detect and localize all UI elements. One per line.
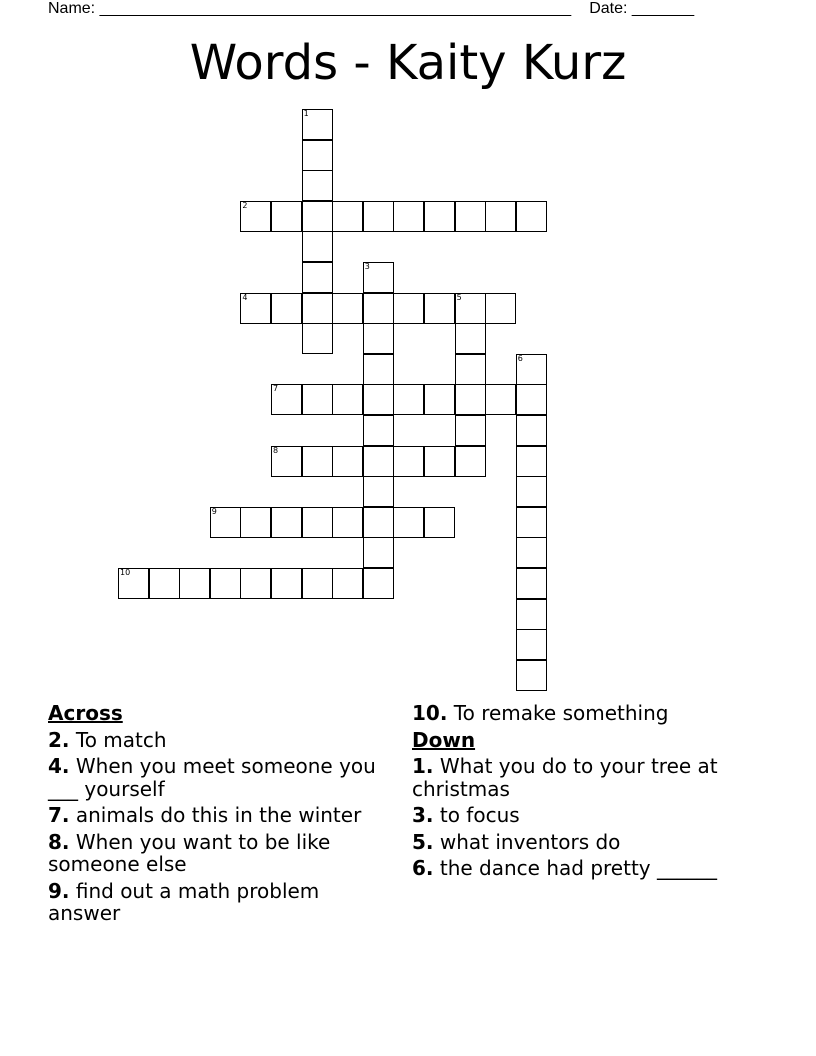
crossword-cell[interactable] [516, 476, 547, 507]
crossword-cell[interactable] [516, 537, 547, 568]
crossword-cell[interactable] [271, 507, 302, 538]
crossword-cell[interactable] [363, 384, 394, 415]
cell-number: 7 [273, 384, 279, 394]
clue-down-6: 6. the dance had pretty ______ [412, 856, 717, 880]
crossword-cell[interactable] [455, 293, 486, 324]
crossword-cell[interactable] [332, 507, 363, 538]
crossword-cell[interactable] [240, 201, 271, 232]
crossword-cell[interactable] [516, 354, 547, 385]
cell-number: 5 [456, 292, 462, 302]
crossword-cell[interactable] [271, 568, 302, 599]
crossword-cell[interactable] [455, 446, 486, 477]
clue-across-8: 8. When you want to be like someone else [48, 829, 331, 876]
crossword-cell[interactable] [332, 568, 363, 599]
crossword-cell[interactable] [363, 354, 394, 385]
crossword-cell[interactable] [363, 323, 394, 354]
crossword-cell[interactable] [363, 262, 394, 293]
clue-down-3: 3. to focus [412, 803, 520, 827]
crossword-cell[interactable] [393, 507, 424, 538]
crossword-cell[interactable] [455, 201, 486, 232]
across-heading: Across [48, 701, 123, 725]
crossword-cell[interactable] [271, 446, 302, 477]
clue-down-1: 1. What you do to your tree at christmas [412, 754, 718, 801]
crossword-cell[interactable] [455, 323, 486, 354]
crossword-cell[interactable] [516, 415, 547, 446]
cell-number: 3 [364, 262, 370, 271]
crossword-cell[interactable] [363, 446, 394, 477]
cell-number: 6 [517, 353, 523, 363]
clue-across-2: 2. To match [48, 727, 167, 752]
crossword-cell[interactable] [363, 415, 394, 446]
crossword-cell[interactable] [302, 231, 333, 262]
clue-across-4: 4. When you meet someone you ___ yourself [48, 754, 376, 801]
clues-right-column [412, 702, 762, 884]
clues-left-column [48, 702, 388, 929]
crossword-cell[interactable] [516, 384, 547, 415]
crossword-cell[interactable] [302, 109, 333, 140]
crossword-cell[interactable] [455, 354, 486, 385]
crossword-cell[interactable] [302, 201, 333, 232]
cell-number: 1 [303, 109, 309, 118]
crossword-cell[interactable] [179, 568, 210, 599]
crossword-cell[interactable] [363, 507, 394, 538]
crossword-cell[interactable] [393, 384, 424, 415]
crossword-cell[interactable] [118, 568, 149, 599]
crossword-cell[interactable] [485, 384, 516, 415]
crossword-cell[interactable] [485, 201, 516, 232]
crossword-cell[interactable] [424, 446, 455, 477]
crossword-cell[interactable] [485, 293, 516, 324]
crossword-cell[interactable] [210, 507, 241, 538]
crossword-cell[interactable] [240, 568, 271, 599]
cell-number: 8 [273, 445, 279, 455]
crossword-cell[interactable] [516, 568, 547, 599]
crossword-cell[interactable] [363, 293, 394, 324]
cell-number: 10 [120, 568, 131, 577]
crossword-cell[interactable] [210, 568, 241, 599]
crossword-cell[interactable] [302, 262, 333, 293]
clue-across-10: 10. To remake something [412, 701, 669, 725]
date-blank[interactable]: _______ [631, 0, 695, 17]
crossword-cell[interactable] [424, 507, 455, 538]
crossword-cell[interactable] [363, 201, 394, 232]
crossword-cell[interactable] [271, 293, 302, 324]
crossword-cell[interactable] [393, 201, 424, 232]
crossword-cell[interactable] [302, 446, 333, 477]
name-label: Name: [48, 0, 100, 17]
crossword-cell[interactable] [302, 323, 333, 354]
crossword-cell[interactable] [240, 293, 271, 324]
crossword-cell[interactable] [302, 140, 333, 171]
crossword-cell[interactable] [149, 568, 180, 599]
crossword-cell[interactable] [393, 446, 424, 477]
crossword-cell[interactable] [240, 507, 271, 538]
clue-across-9: 9. find out a math problem answer [48, 878, 320, 925]
crossword-cell[interactable] [302, 170, 333, 201]
crossword-cell[interactable] [516, 660, 547, 691]
crossword-cell[interactable] [516, 507, 547, 538]
date-label: Date: [589, 0, 632, 17]
crossword-cell[interactable] [363, 476, 394, 507]
crossword-cell[interactable] [516, 201, 547, 232]
cell-number: 4 [242, 292, 248, 302]
crossword-cell[interactable] [302, 384, 333, 415]
crossword-cell[interactable] [302, 507, 333, 538]
cell-number: 9 [211, 506, 217, 516]
crossword-cell[interactable] [302, 568, 333, 599]
crossword-cell[interactable] [424, 293, 455, 324]
clue-across-7: 7. animals do this in the winter [48, 803, 362, 827]
crossword-cell[interactable] [424, 201, 455, 232]
crossword-cell[interactable] [332, 293, 363, 324]
crossword-cell[interactable] [332, 201, 363, 232]
clue-down-5: 5. what inventors do [412, 829, 621, 854]
crossword-cell[interactable] [455, 384, 486, 415]
crossword-cell[interactable] [516, 629, 547, 660]
crossword-cell[interactable] [332, 384, 363, 415]
cell-number: 2 [242, 200, 248, 210]
crossword-cell[interactable] [455, 415, 486, 446]
crossword-cell[interactable] [393, 293, 424, 324]
crossword-cell[interactable] [271, 201, 302, 232]
crossword-cell[interactable] [516, 599, 547, 630]
crossword-cell[interactable] [363, 568, 394, 599]
crossword-cell[interactable] [516, 446, 547, 477]
crossword-cell[interactable] [302, 293, 333, 324]
name-blank[interactable]: _____________________________________________________ [99, 0, 572, 17]
crossword-cell[interactable] [332, 446, 363, 477]
page-title: Words - Kaity Kurz [189, 35, 627, 91]
crossword-cell[interactable] [363, 537, 394, 568]
down-heading: Down [412, 727, 476, 752]
crossword-cell[interactable] [424, 384, 455, 415]
crossword-cell[interactable] [271, 384, 302, 415]
